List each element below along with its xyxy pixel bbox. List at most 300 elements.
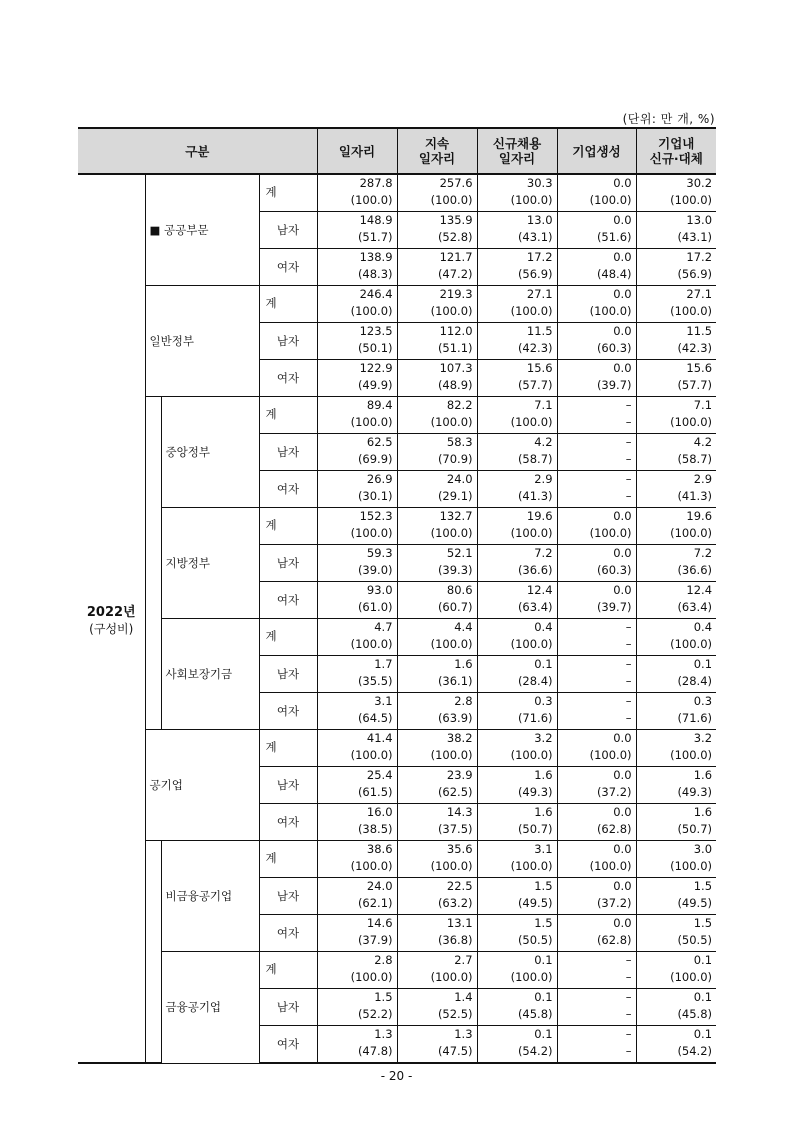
value: 30.3 (526, 176, 553, 190)
share-percent: (50.1) (357, 340, 393, 355)
value-cell (317, 212, 397, 249)
value-cell (317, 693, 397, 730)
value: 219.3 (439, 287, 473, 301)
share-percent: (100.0) (670, 858, 713, 873)
share-percent: (48.9) (437, 377, 473, 392)
share-percent: (51.1) (437, 340, 473, 355)
share-percent: – (625, 1006, 632, 1021)
share-percent: (50.5) (517, 932, 553, 947)
value: 0.1 (534, 1027, 553, 1041)
share-percent: – (625, 1043, 632, 1058)
value-cell (636, 360, 716, 397)
value-cell (557, 767, 636, 804)
value-cell (557, 212, 636, 249)
value: 0.4 (534, 620, 553, 634)
sex-label: 남자 (259, 323, 317, 360)
value: 2.7 (454, 953, 473, 967)
value: 122.9 (359, 361, 393, 375)
value-cell (397, 508, 477, 545)
value: 0.0 (613, 176, 632, 190)
value: 0.4 (693, 620, 713, 634)
value: 24.0 (446, 472, 473, 486)
value-cell (557, 804, 636, 841)
share-percent: (52.5) (437, 1006, 473, 1021)
value-cell (397, 434, 477, 471)
header-col-replacement: 기업내 신규·대체 (636, 128, 716, 174)
table-body (78, 174, 716, 1063)
share-percent: (100.0) (510, 636, 553, 651)
value: 1.3 (374, 1027, 393, 1041)
share-percent: (100.0) (430, 747, 473, 762)
value-cell (477, 693, 557, 730)
value-cell (557, 545, 636, 582)
value: 41.4 (366, 731, 393, 745)
share-percent: (43.1) (517, 229, 553, 244)
sex-label: 여자 (259, 582, 317, 619)
share-percent: (58.7) (677, 451, 713, 466)
value: 19.6 (526, 509, 553, 523)
share-percent: (45.8) (517, 1006, 553, 1021)
share-percent: (28.4) (677, 673, 713, 688)
value-cell (477, 174, 557, 212)
share-percent: (62.8) (596, 932, 632, 947)
value-cell (557, 915, 636, 952)
year-label: 2022년 (86, 604, 136, 620)
share-percent: (71.6) (517, 710, 553, 725)
table-row (78, 841, 716, 878)
value: – (625, 472, 632, 486)
value-cell (557, 1026, 636, 1064)
value-cell (477, 952, 557, 989)
value-cell (477, 767, 557, 804)
share-percent: (35.5) (357, 673, 393, 688)
table-row (78, 619, 716, 656)
value: 12.4 (686, 583, 713, 597)
value: 2.8 (454, 694, 473, 708)
value-cell (477, 323, 557, 360)
value-cell (477, 508, 557, 545)
share-percent: (100.0) (510, 303, 553, 318)
value: 112.0 (439, 324, 473, 338)
value-cell (557, 471, 636, 508)
value: 123.5 (359, 324, 393, 338)
value: 12.4 (526, 583, 553, 597)
header-group: 구분 (78, 128, 317, 174)
value: 1.6 (454, 657, 473, 671)
share-percent: (100.0) (510, 525, 553, 540)
value: 25.4 (366, 768, 393, 782)
category-label: 일반정부 (145, 286, 259, 397)
share-percent: (100.0) (589, 192, 632, 207)
share-percent: (50.5) (677, 932, 713, 947)
sex-label: 여자 (259, 360, 317, 397)
share-percent: (56.9) (677, 266, 713, 281)
share-percent: (69.9) (357, 451, 393, 466)
share-percent: (100.0) (430, 636, 473, 651)
value-cell (397, 582, 477, 619)
value: 0.0 (613, 250, 632, 264)
page-number: - 20 - (380, 1069, 413, 1083)
value-cell (477, 471, 557, 508)
value: 19.6 (686, 509, 713, 523)
value-cell (477, 545, 557, 582)
indent-gap (145, 508, 161, 619)
value: 14.6 (366, 916, 393, 930)
value: 14.3 (446, 805, 473, 819)
value: 17.2 (526, 250, 553, 264)
value-cell (477, 212, 557, 249)
value: 7.1 (534, 398, 553, 412)
value: 52.1 (446, 546, 473, 560)
share-percent: (42.3) (677, 340, 713, 355)
share-percent: (37.2) (596, 895, 632, 910)
sex-label: 남자 (259, 767, 317, 804)
value: 4.7 (374, 620, 393, 634)
share-percent: (47.2) (437, 266, 473, 281)
sex-label: 여자 (259, 471, 317, 508)
value-cell (636, 730, 716, 767)
value-cell (397, 952, 477, 989)
value: 13.0 (686, 213, 713, 227)
value: 132.7 (439, 509, 473, 523)
value: 3.1 (374, 694, 393, 708)
share-percent: (100.0) (510, 969, 553, 984)
value-cell (636, 915, 716, 952)
sex-label: 계 (259, 619, 317, 656)
value-cell (317, 841, 397, 878)
value-cell (397, 1026, 477, 1064)
share-percent: (71.6) (677, 710, 713, 725)
value-cell (397, 174, 477, 212)
value: 0.1 (693, 990, 713, 1004)
share-percent: (54.2) (677, 1043, 713, 1058)
header-col-new-hire: 신규채용 일자리 (477, 128, 557, 174)
value: 4.2 (693, 435, 713, 449)
value: 27.1 (526, 287, 553, 301)
value: 13.1 (446, 916, 473, 930)
value-cell (557, 360, 636, 397)
unit-note: (단위: 만 개, %) (622, 112, 715, 126)
value-cell (636, 952, 716, 989)
value-cell (317, 767, 397, 804)
share-percent: (49.5) (677, 895, 713, 910)
value: 0.0 (613, 916, 632, 930)
share-percent: (62.5) (437, 784, 473, 799)
value: 0.0 (613, 361, 632, 375)
value-cell (477, 989, 557, 1026)
value-cell (636, 174, 716, 212)
subcategory-label: 금융공기업 (161, 952, 259, 1064)
share-percent: – (625, 710, 632, 725)
value: 27.1 (686, 287, 713, 301)
sex-label: 계 (259, 508, 317, 545)
value-cell (317, 582, 397, 619)
value-cell (557, 952, 636, 989)
value-cell (397, 767, 477, 804)
sex-label: 계 (259, 841, 317, 878)
share-percent: (37.5) (437, 821, 473, 836)
value: 22.5 (446, 879, 473, 893)
sex-label: 여자 (259, 249, 317, 286)
value-cell (477, 730, 557, 767)
share-percent: (49.5) (517, 895, 553, 910)
value-cell (317, 804, 397, 841)
share-percent: (47.5) (437, 1043, 473, 1058)
share-percent: (39.7) (596, 377, 632, 392)
value: 121.7 (439, 250, 473, 264)
share-percent: (100.0) (510, 747, 553, 762)
subcategory-label: 중앙정부 (161, 397, 259, 508)
value: 1.6 (534, 768, 553, 782)
share-percent: (63.2) (437, 895, 473, 910)
value-cell (397, 360, 477, 397)
value: – (625, 990, 632, 1004)
share-percent: (51.7) (357, 229, 393, 244)
share-percent: (49.9) (357, 377, 393, 392)
header-col-firm-creation: 기업생성 (557, 128, 636, 174)
value-cell (397, 471, 477, 508)
share-percent: (100.0) (350, 636, 393, 651)
value-cell (636, 545, 716, 582)
table-row (78, 952, 716, 989)
indent-gap (145, 619, 161, 730)
value: 30.2 (686, 176, 713, 190)
value-cell (477, 434, 557, 471)
sex-label: 남자 (259, 656, 317, 693)
value-cell (557, 249, 636, 286)
value-cell (636, 286, 716, 323)
value-cell (397, 878, 477, 915)
indent-gap (145, 397, 161, 508)
share-percent: (29.1) (437, 488, 473, 503)
value-cell (477, 582, 557, 619)
value-cell (636, 212, 716, 249)
table-row (78, 174, 716, 212)
share-percent: (49.3) (517, 784, 553, 799)
value-cell (397, 989, 477, 1026)
value-cell (557, 582, 636, 619)
share-percent: (100.0) (589, 303, 632, 318)
value-cell (636, 508, 716, 545)
value-cell (317, 360, 397, 397)
value: 0.1 (693, 657, 713, 671)
value-cell (636, 397, 716, 434)
table-row (78, 508, 716, 545)
value-cell (636, 471, 716, 508)
value: 38.6 (366, 842, 393, 856)
sex-label: 여자 (259, 693, 317, 730)
share-percent: (36.8) (437, 932, 473, 947)
value-cell (317, 174, 397, 212)
share-percent: (51.6) (596, 229, 632, 244)
share-percent: (39.3) (437, 562, 473, 577)
value: 80.6 (446, 583, 473, 597)
value-cell (317, 656, 397, 693)
value: 35.6 (446, 842, 473, 856)
share-percent: – (625, 969, 632, 984)
value: 0.0 (613, 768, 632, 782)
sex-label: 여자 (259, 804, 317, 841)
value: 15.6 (686, 361, 713, 375)
value: 0.1 (693, 953, 713, 967)
value-cell (477, 397, 557, 434)
value-cell (636, 323, 716, 360)
value-cell (397, 545, 477, 582)
value-cell (557, 397, 636, 434)
share-percent: (60.3) (596, 562, 632, 577)
share-percent: (100.0) (670, 525, 713, 540)
value: 24.0 (366, 879, 393, 893)
value: 0.3 (693, 694, 713, 708)
value-cell (397, 249, 477, 286)
header-col-continuing: 지속 일자리 (397, 128, 477, 174)
value-cell (477, 1026, 557, 1064)
value-cell (636, 656, 716, 693)
value: 4.2 (534, 435, 553, 449)
share-percent: (37.9) (357, 932, 393, 947)
share-percent: (62.1) (357, 895, 393, 910)
share-percent: (57.7) (517, 377, 553, 392)
value: 0.0 (613, 879, 632, 893)
value: – (625, 657, 632, 671)
value-cell (477, 619, 557, 656)
value: 11.5 (526, 324, 553, 338)
value-cell (317, 619, 397, 656)
value: 1.5 (534, 916, 553, 930)
sex-label: 계 (259, 397, 317, 434)
value: 1.6 (534, 805, 553, 819)
value: 1.5 (693, 879, 713, 893)
value-cell (317, 471, 397, 508)
value-cell (317, 878, 397, 915)
value-cell (317, 434, 397, 471)
sex-label: 여자 (259, 1026, 317, 1064)
value: 0.0 (613, 842, 632, 856)
stats-table (78, 127, 716, 1064)
share-percent: (100.0) (430, 192, 473, 207)
value: – (625, 1027, 632, 1041)
share-percent: (100.0) (350, 858, 393, 873)
share-percent: (36.6) (517, 562, 553, 577)
share-percent: (100.0) (670, 636, 713, 651)
share-percent: (56.9) (517, 266, 553, 281)
value-cell (317, 989, 397, 1026)
value: 0.1 (534, 990, 553, 1004)
value-cell (477, 286, 557, 323)
share-percent: (52.8) (437, 229, 473, 244)
share-percent: (49.3) (677, 784, 713, 799)
share-percent: (100.0) (670, 747, 713, 762)
share-percent: (57.7) (677, 377, 713, 392)
table-row (78, 286, 716, 323)
share-percent: (100.0) (670, 969, 713, 984)
value: 13.0 (526, 213, 553, 227)
value-cell (636, 841, 716, 878)
value-cell (317, 397, 397, 434)
share-percent: (48.3) (357, 266, 393, 281)
share-percent: – (625, 488, 632, 503)
share-percent: (62.8) (596, 821, 632, 836)
value: 82.2 (446, 398, 473, 412)
share-percent: (42.3) (517, 340, 553, 355)
value: 1.3 (454, 1027, 473, 1041)
value: 3.1 (534, 842, 553, 856)
indent-gap (145, 952, 161, 1064)
value-cell (317, 249, 397, 286)
value: 7.1 (693, 398, 713, 412)
value: 0.0 (613, 583, 632, 597)
value: 1.5 (534, 879, 553, 893)
share-percent: (63.4) (677, 599, 713, 614)
value-cell (397, 397, 477, 434)
table-header (78, 128, 716, 174)
value-cell (397, 286, 477, 323)
value-cell (397, 730, 477, 767)
value: – (625, 435, 632, 449)
value: 0.0 (613, 805, 632, 819)
share-percent: (100.0) (589, 858, 632, 873)
share-percent: (100.0) (589, 747, 632, 762)
sex-label: 계 (259, 952, 317, 989)
share-percent: (63.9) (437, 710, 473, 725)
share-percent: (63.4) (517, 599, 553, 614)
share-percent: (60.3) (596, 340, 632, 355)
value-cell (557, 841, 636, 878)
value-cell (636, 767, 716, 804)
value: 38.2 (446, 731, 473, 745)
value: 0.0 (613, 546, 632, 560)
value-cell (477, 915, 557, 952)
value: 0.0 (613, 324, 632, 338)
share-percent: (50.7) (677, 821, 713, 836)
value: 138.9 (359, 250, 393, 264)
value-cell (557, 656, 636, 693)
share-percent: (100.0) (670, 303, 713, 318)
share-percent: (100.0) (430, 969, 473, 984)
sex-label: 남자 (259, 545, 317, 582)
value-cell (557, 434, 636, 471)
share-percent: (64.5) (357, 710, 393, 725)
value: 4.4 (454, 620, 473, 634)
value-cell (557, 989, 636, 1026)
share-percent: (54.2) (517, 1043, 553, 1058)
value-cell (636, 1026, 716, 1064)
value: 1.5 (693, 916, 713, 930)
value-cell (557, 878, 636, 915)
value-cell (636, 582, 716, 619)
value-cell (397, 841, 477, 878)
share-percent: (100.0) (670, 414, 713, 429)
value-cell (557, 508, 636, 545)
value-cell (636, 434, 716, 471)
value-cell (317, 323, 397, 360)
share-percent: – (625, 414, 632, 429)
share-percent: (100.0) (430, 525, 473, 540)
share-percent: (36.1) (437, 673, 473, 688)
value: 2.9 (534, 472, 553, 486)
share-percent: (100.0) (510, 414, 553, 429)
value: 0.0 (613, 287, 632, 301)
sex-label: 계 (259, 174, 317, 212)
value: 0.0 (613, 509, 632, 523)
value: 7.2 (534, 546, 553, 560)
value-cell (477, 878, 557, 915)
share-percent: (48.4) (596, 266, 632, 281)
value: 17.2 (686, 250, 713, 264)
value: 1.5 (374, 990, 393, 1004)
value-cell (636, 693, 716, 730)
category-label: 공기업 (145, 730, 259, 841)
